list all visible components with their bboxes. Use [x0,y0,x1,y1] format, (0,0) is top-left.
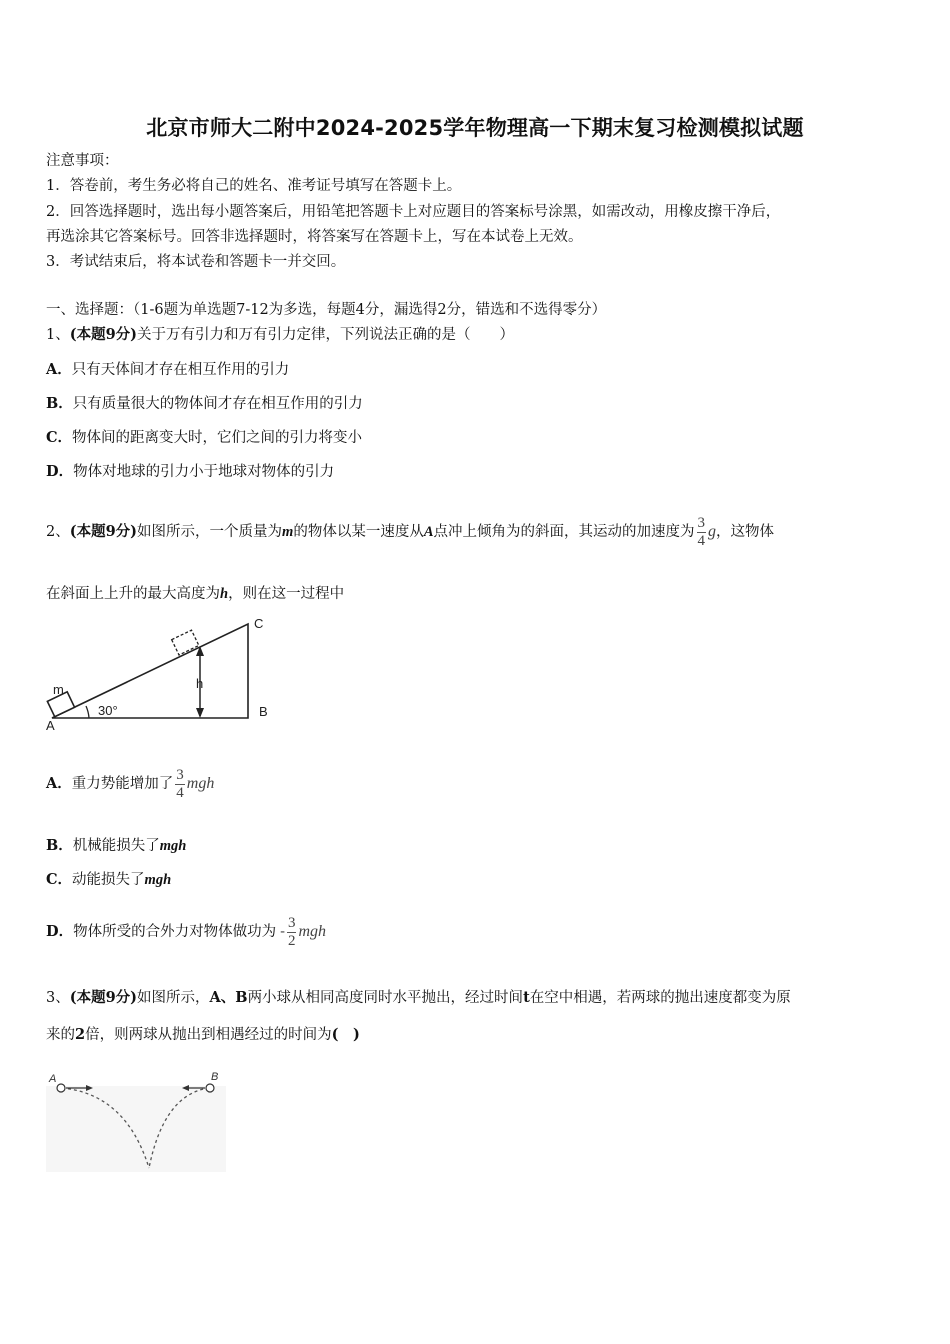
q2-option-a-den: 4 [176,784,184,801]
q3-stem-line2 [46,1025,360,1045]
q2-option-d-mgh: mgh [298,923,327,940]
q2-option-d-den: 2 [287,932,296,949]
q1-option-c [46,428,362,448]
q2-option-a-num: 3 [176,766,184,783]
q3-t: t [523,989,530,1006]
q2-acc-g: g [708,523,716,540]
q2-option-c-label: C． [46,871,73,888]
q3-stem-3: 在空中相遇，若两球的抛出速度都变为原 [529,990,791,1006]
q3-stem-2: 两小球从相同高度同时水平抛出，经过时间 [247,990,524,1006]
q3-tag: (本题9分) [69,989,138,1006]
q1-option-d-label: D． [46,463,74,480]
q2-stem-6: ，则在这一过程中 [228,586,345,602]
q1-option-a [46,360,289,380]
q2-option-a-text: 重力势能增加了 [71,776,174,792]
height-arrow-down [196,708,204,718]
q1-stem [46,325,514,345]
q1-option-d-text: 物体对地球的引力小于地球对物体的引力 [73,464,335,480]
q2-incline-figure [44,612,280,732]
notice-heading: 注意事项： [46,153,119,169]
q2-option-d-num: 3 [287,914,296,931]
q2-stem-line1 [46,506,774,558]
q2-stem-5: 在斜面上上升的最大高度为 [46,586,220,602]
q2-height-symbol: h [220,586,229,602]
q2-option-d-label: D． [46,923,74,940]
q2-acc-den: 4 [697,532,705,549]
q1-stem-text: 关于万有引力和万有引力定律，下列说法正确的是（ ） [137,327,515,343]
q2-acc-fraction [697,515,707,550]
q2-option-b-label: B． [46,837,73,854]
q1-number: 1、 [46,327,70,343]
q2-option-a-label: A． [46,775,72,792]
q3-stem-1: 如图所示， [137,990,210,1006]
incline-triangle [52,624,248,718]
q2-number: 2、 [46,524,70,540]
q1-option-b-text: 只有质量很大的物体间才存在相互作用的引力 [72,396,363,412]
q2-option-b [46,836,186,856]
q2-point-a: A [423,524,434,540]
q1-option-c-text: 物体间的距离变大时，它们之间的引力将变小 [72,430,363,446]
q2-option-d-text: 物体所受的合外力对物体做功为 [73,924,277,940]
q3-ab: A、B [209,989,248,1006]
q3-stem-4: 来的 [46,1027,75,1043]
block-dashed [172,630,199,655]
q2-stem-3: 点冲上倾角为的斜面，其运动的加速度为 [433,524,695,540]
q2-option-a-mgh: mgh [186,775,215,792]
q1-option-d [46,462,334,482]
q2-stem-line2 [46,584,344,604]
notice-item-2a: 2．回答选择题时，选出每小题答案后，用铅笔把答题卡上对应题目的答案标号涂黑，如需改动，用橡皮擦干净后， [46,204,781,220]
label-m: m [53,682,64,697]
q3-paren: ( ) [331,1026,360,1043]
notice-item-2b: 再选涂其它答案标号。回答非选择题时，将答案写在答题卡上，写在本试卷上无效。 [46,229,583,245]
q1-option-b [46,394,363,414]
q2-stem-4: ，这物体 [716,524,774,540]
notice-item-3: 3．考试结束后，将本试卷和答题卡一并交回。 [46,254,346,270]
ball-a [57,1084,65,1092]
ball-b [206,1084,214,1092]
label-b: B [259,704,268,719]
figure-background [46,1086,226,1172]
q2-mass-symbol: m [282,524,294,540]
label-a: A [46,718,55,732]
label-ball-b: B [211,1071,219,1083]
q3-stem-5: 倍，则两球从抛出到相遇经过的时间为 [85,1027,332,1043]
q2-stem-2: 的物体以某一速度从 [293,524,424,540]
q2-tag: (本题9分) [69,523,138,540]
angle-arc [86,706,89,718]
label-ball-a: A [49,1073,57,1085]
q2-option-d-sign: - [280,924,285,940]
q3-two: 2 [75,1026,86,1043]
q2-stem-1: 如图所示，一个质量为 [137,524,283,540]
q3-number: 3、 [46,990,70,1006]
q3-projectile-figure [44,1066,234,1176]
q2-option-d [46,904,326,960]
q2-option-c-text: 动能损失了 [72,872,145,888]
q1-tag: (本题9分) [69,326,138,343]
q2-option-c [46,870,171,890]
q2-option-b-text: 机械能损失了 [72,838,160,854]
q1-option-a-label: A． [46,361,72,378]
q2-option-c-mgh: mgh [144,872,172,888]
label-c: C [254,616,264,631]
label-h: h [196,676,204,691]
q2-option-d-fraction [287,915,297,950]
q2-option-a-fraction [175,767,185,802]
q1-option-c-label: C． [46,429,73,446]
label-angle: 30° [98,703,118,718]
q1-option-b-label: B． [46,395,73,412]
notice-item-1: 1．答卷前，考生务必将自己的姓名、准考证号填写在答题卡上。 [46,178,462,194]
q2-option-a [46,756,214,812]
q3-stem-line1 [46,988,791,1008]
q1-option-a-text: 只有天体间才存在相互作用的引力 [71,362,290,378]
section-heading: 一、选择题：（1-6题为单选题7-12为多选，每题4分，漏选得2分，错选和不选得零分） [46,302,607,318]
page-title: 北京市师大二附中2024-2025学年物理高一下期末复习检测模拟试题 [146,116,804,140]
q2-acc-num: 3 [697,514,705,531]
q2-option-b-mgh: mgh [159,838,187,854]
